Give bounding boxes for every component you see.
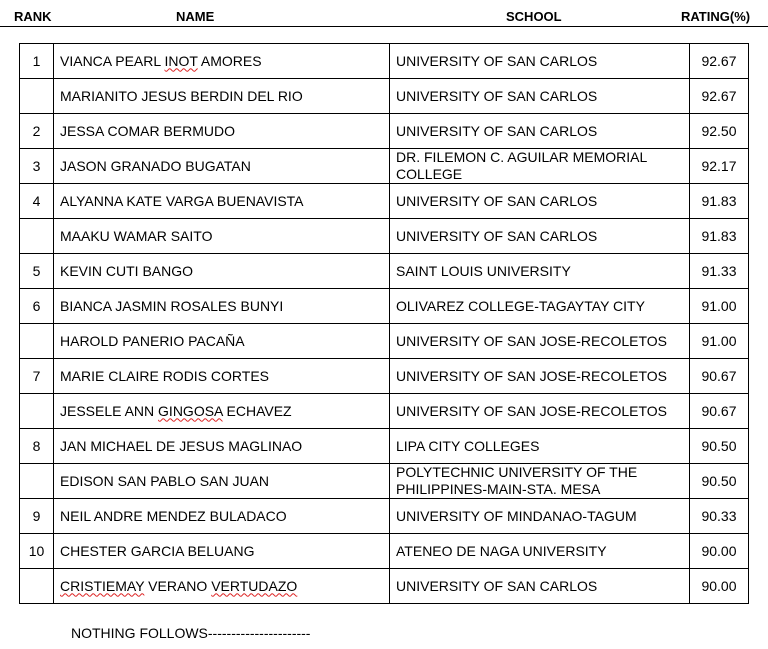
table-row [20,569,749,604]
rank-cell: 10 [20,534,54,569]
rank-cell: 5 [20,254,54,289]
name-cell [54,569,390,604]
table-row [20,79,749,114]
table-row [20,499,749,534]
table-row [20,114,749,149]
school-cell: POLYTECHNIC UNIVERSITY OF THE PHILIPPINES-MAIN-STA. MESA [390,464,690,499]
table-row [20,429,749,464]
name-cell [54,289,390,324]
spellcheck-flagged-word: VERTUDAZO [211,577,298,594]
rating-cell: 91.83 [690,184,749,219]
school-cell: UNIVERSITY OF SAN JOSE-RECOLETOS [390,359,690,394]
rank-cell [20,219,54,254]
name-cell [54,184,390,219]
table-row [20,464,749,499]
results-table-body [20,44,749,604]
name-cell [54,499,390,534]
name-column-header: NAME [176,9,215,24]
rank-cell [20,324,54,359]
rating-cell: 92.67 [690,79,749,114]
table-row [20,534,749,569]
name-segment: JASON GRANADO BUGATAN [60,157,251,174]
name-segment: AMORES [197,52,262,69]
rating-cell: 92.50 [690,114,749,149]
rank-cell [20,464,54,499]
rating-cell: 90.67 [690,394,749,429]
column-header-row [0,0,768,27]
school-cell: UNIVERSITY OF MINDANAO-TAGUM [390,499,690,534]
name-cell [54,429,390,464]
rating-cell: 92.67 [690,44,749,79]
school-cell: UNIVERSITY OF SAN CARLOS [390,114,690,149]
name-segment: ALYANNA KATE VARGA BUENAVISTA [60,192,304,209]
school-cell: UNIVERSITY OF SAN CARLOS [390,44,690,79]
name-segment: MARIANITO JESUS BERDIN DEL RIO [60,87,303,104]
school-cell: UNIVERSITY OF SAN JOSE-RECOLETOS [390,394,690,429]
rating-cell: 90.00 [690,534,749,569]
rank-cell: 9 [20,499,54,534]
rating-cell: 92.17 [690,149,749,184]
table-row [20,324,749,359]
name-cell [54,149,390,184]
rank-cell [20,394,54,429]
rating-cell: 90.33 [690,499,749,534]
school-cell: LIPA CITY COLLEGES [390,429,690,464]
name-cell [54,114,390,149]
table-row [20,219,749,254]
rank-cell: 6 [20,289,54,324]
name-segment: VIANCA PEARL [60,52,165,69]
table-row [20,254,749,289]
rating-cell: 91.00 [690,324,749,359]
table-row [20,289,749,324]
name-segment: JESSA COMAR BERMUDO [60,122,236,139]
rating-cell: 90.50 [690,429,749,464]
school-column-header: SCHOOL [506,9,562,24]
rank-cell: 8 [20,429,54,464]
rank-cell [20,569,54,604]
name-cell [54,219,390,254]
school-cell: UNIVERSITY OF SAN CARLOS [390,569,690,604]
rating-cell: 90.50 [690,464,749,499]
spellcheck-flagged-word: CRISTIEMAY [60,577,145,594]
name-cell [54,359,390,394]
rating-cell: 91.33 [690,254,749,289]
name-segment: KEVIN CUTI BANGO [60,262,194,279]
nothing-follows-note: NOTHING FOLLOWS---------------------- [71,625,311,641]
name-segment: JAN MICHAEL DE JESUS MAGLINAO [60,437,303,454]
name-cell [54,44,390,79]
rating-cell: 91.83 [690,219,749,254]
table-row [20,359,749,394]
rank-cell: 2 [20,114,54,149]
name-segment: VERANO [144,577,212,594]
name-cell [54,254,390,289]
school-cell: DR. FILEMON C. AGUILAR MEMORIAL COLLEGE [390,149,690,184]
name-segment: NEIL ANDRE MENDEZ BULADACO [60,507,287,524]
school-cell: OLIVAREZ COLLEGE-TAGAYTAY CITY [390,289,690,324]
rank-cell: 4 [20,184,54,219]
rank-cell [20,79,54,114]
school-cell: ATENEO DE NAGA UNIVERSITY [390,534,690,569]
name-segment: ECHAVEZ [222,402,292,419]
rating-cell: 91.00 [690,289,749,324]
name-cell [54,534,390,569]
school-cell: UNIVERSITY OF SAN JOSE-RECOLETOS [390,324,690,359]
school-cell: SAINT LOUIS UNIVERSITY [390,254,690,289]
name-segment: MARIE CLAIRE RODIS CORTES [60,367,270,384]
table-row [20,149,749,184]
rating-column-header: RATING(%) [681,9,751,24]
name-segment: HAROLD PANERIO PACAÑA [60,332,245,349]
school-cell: UNIVERSITY OF SAN CARLOS [390,79,690,114]
rating-cell: 90.67 [690,359,749,394]
rank-cell: 3 [20,149,54,184]
table-row [20,44,749,79]
rank-cell: 7 [20,359,54,394]
rating-cell: 90.00 [690,569,749,604]
spellcheck-flagged-word: GINGOSA [158,402,223,419]
results-table [19,43,749,604]
name-segment: MAAKU WAMAR SAITO [60,227,213,244]
name-segment: EDISON SAN PABLO SAN JUAN [60,472,270,489]
name-cell [54,324,390,359]
school-cell: UNIVERSITY OF SAN CARLOS [390,184,690,219]
name-cell [54,79,390,114]
rank-column-header: RANK [14,9,52,24]
name-cell [54,464,390,499]
name-segment: CHESTER GARCIA BELUANG [60,542,255,559]
name-cell [54,394,390,429]
name-segment: JESSELE ANN [60,402,159,419]
table-row [20,184,749,219]
table-row [20,394,749,429]
school-cell: UNIVERSITY OF SAN CARLOS [390,219,690,254]
name-segment: BIANCA JASMIN ROSALES BUNYI [60,297,284,314]
rank-cell: 1 [20,44,54,79]
spellcheck-flagged-word: INOT [164,52,198,69]
